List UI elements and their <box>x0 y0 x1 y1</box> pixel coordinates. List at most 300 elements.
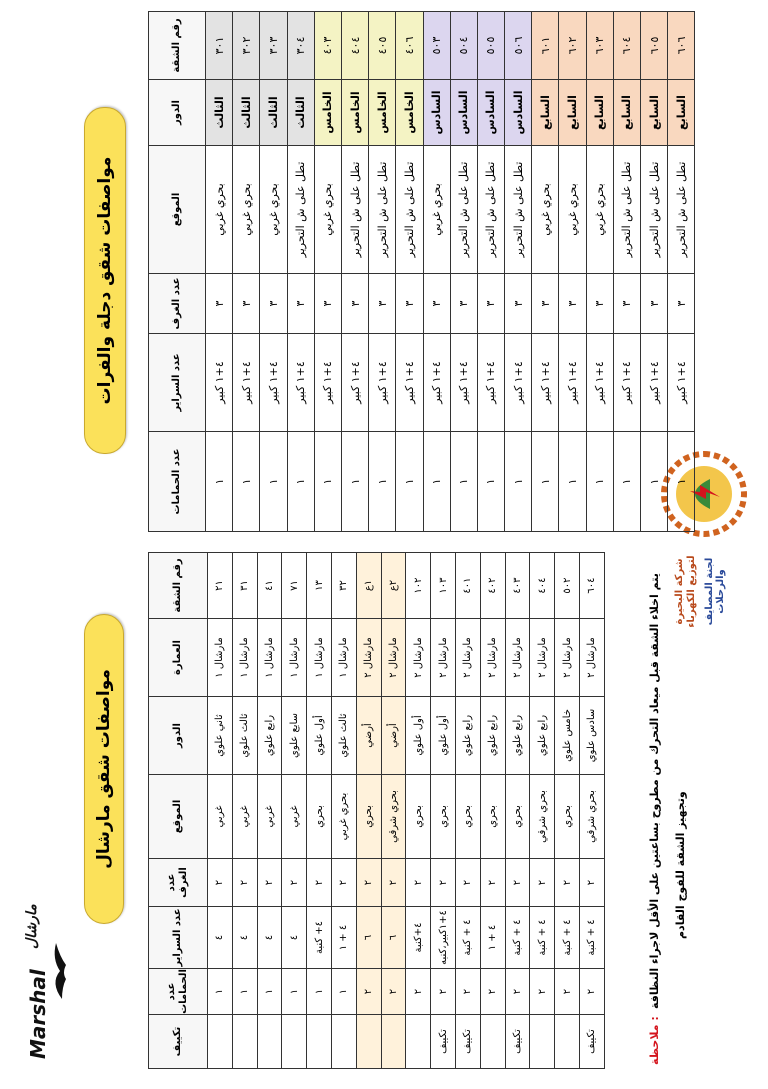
table-cell: ٤+١ كبير <box>260 334 287 432</box>
table-cell: ٣ <box>450 274 477 334</box>
table-cell: ٤٠٣ <box>505 553 530 619</box>
table-cell: ٣ <box>477 274 504 334</box>
table-cell: ١ <box>532 432 559 532</box>
table-cell: ٥٠٦ <box>505 12 532 80</box>
table-cell: تطل على ش التحرير <box>477 146 504 274</box>
table-cell: ٣ <box>668 274 695 334</box>
dijla-header-cell: رقم الشقة <box>149 12 206 80</box>
table-cell <box>232 1015 257 1069</box>
table-cell: ١ <box>559 432 586 532</box>
table-cell: ثاني علوي <box>208 697 233 775</box>
table-cell: أرضي <box>356 697 381 775</box>
table-cell: ٣٢ <box>331 553 356 619</box>
table-cell: ٧١ <box>282 553 307 619</box>
table-cell: بحري <box>480 775 505 859</box>
table-row <box>307 553 332 1069</box>
table-cell: ٤٠٢ <box>480 553 505 619</box>
dijla-header-row <box>149 12 206 532</box>
table-cell: بحري غربي <box>559 146 586 274</box>
table-cell: ٤+١ كبير <box>668 334 695 432</box>
table-cell: ٤+١ كبير <box>314 334 341 432</box>
table-cell: بحري <box>505 775 530 859</box>
table-row <box>260 12 287 532</box>
table-cell: السادس <box>505 80 532 146</box>
table-cell: بحري غربي <box>206 146 233 274</box>
table-cell: ٢ <box>381 859 406 907</box>
table-cell: الخامس <box>396 80 423 146</box>
table-cell: ٢ <box>356 969 381 1015</box>
table-cell: ١ <box>505 432 532 532</box>
table-cell: أول علوي <box>406 697 431 775</box>
table-cell: الثالث <box>233 80 260 146</box>
table-cell: ٢ <box>381 969 406 1015</box>
table-cell: بحري شرقي <box>381 775 406 859</box>
table-cell: ٤ <box>208 907 233 969</box>
table-cell: تطل على ش التحرير <box>450 146 477 274</box>
table-row <box>532 12 559 532</box>
table-row <box>641 12 668 532</box>
table-row <box>455 553 480 1069</box>
table-row <box>579 553 604 1069</box>
table-cell: ثالث علوي <box>232 697 257 775</box>
company-name: شركة البحيرة لتوزيع الكهرباء <box>674 555 697 628</box>
table-cell: مارشال ٢ <box>505 619 530 697</box>
table-cell: مارشال ٢ <box>356 619 381 697</box>
dijla-table <box>148 11 695 532</box>
table-cell: ٤+١ كبير <box>641 334 668 432</box>
table-cell: مارشال ١ <box>331 619 356 697</box>
table-cell: ٦٠٤ <box>613 12 640 80</box>
table-row <box>559 12 586 532</box>
table-cell: تطل على ش التحرير <box>641 146 668 274</box>
note-line-1: يتم اخلاء الشقة قبل ميعاد التحرك من مطروح بساعتين على الأقل لاجراء النظافة <box>648 573 661 1009</box>
table-row <box>505 12 532 532</box>
table-row <box>477 12 504 532</box>
table-cell: ١ <box>208 969 233 1015</box>
table-cell: ٣ <box>423 274 450 334</box>
table-cell: السابع <box>559 80 586 146</box>
table-cell: ٤٠٥ <box>369 12 396 80</box>
table-row <box>257 553 282 1069</box>
table-cell: تكييف <box>431 1015 456 1069</box>
table-cell: السابع <box>668 80 695 146</box>
table-cell: ١ <box>641 432 668 532</box>
table-cell: ٥٠٤ <box>450 12 477 80</box>
table-row <box>233 12 260 532</box>
table-cell <box>480 1015 505 1069</box>
table-cell: السادس <box>477 80 504 146</box>
table-cell: ٤ + ١ <box>331 907 356 969</box>
table-row <box>613 12 640 532</box>
table-cell <box>555 1015 580 1069</box>
table-cell: ١ <box>233 432 260 532</box>
marshal-logo-arabic: مارشال <box>24 904 40 949</box>
table-cell: غربي <box>232 775 257 859</box>
table-row <box>282 553 307 1069</box>
marshal-header-cell: تكييف <box>149 1015 208 1069</box>
table-cell: رابع علوي <box>530 697 555 775</box>
table-row <box>586 12 613 532</box>
table-cell: ٤ + كنبة <box>505 907 530 969</box>
table-cell: غربي <box>257 775 282 859</box>
marshal-header-cell: الدور <box>149 697 208 775</box>
table-cell: ٤٠٤ <box>341 12 368 80</box>
table-cell: ٣٠٢ <box>233 12 260 80</box>
table-cell: ٤ + كنبة <box>455 907 480 969</box>
table-row <box>396 12 423 532</box>
table-cell: سابع علوي <box>282 697 307 775</box>
table-cell: تطل على ش التحرير <box>505 146 532 274</box>
table-cell: ٢ <box>257 859 282 907</box>
table-cell: ١ع <box>356 553 381 619</box>
table-cell: ١ <box>586 432 613 532</box>
table-cell: ٦ <box>356 907 381 969</box>
marshal-header-cell: عدد الحمامات <box>149 969 208 1015</box>
table-cell: تكييف <box>505 1015 530 1069</box>
dijla-header-cell: عدد الغرف <box>149 274 206 334</box>
table-cell: ٤+١ كبير <box>586 334 613 432</box>
table-cell: ٢ <box>331 859 356 907</box>
table-cell: ٢ <box>555 969 580 1015</box>
table-cell: ٤ + كنبة <box>530 907 555 969</box>
table-cell: ٣ <box>505 274 532 334</box>
table-cell: ٣٠٣ <box>260 12 287 80</box>
table-cell: تطل على ش التحرير <box>341 146 368 274</box>
table-cell: ٣ <box>206 274 233 334</box>
table-cell: أول علوي <box>307 697 332 775</box>
table-cell: تطل على ش التحرير <box>369 146 396 274</box>
table-row <box>208 553 233 1069</box>
table-cell: ٢ <box>307 859 332 907</box>
table-cell: ثالث علوي <box>331 697 356 775</box>
table-cell <box>331 1015 356 1069</box>
table-row <box>369 12 396 532</box>
table-cell: بحري شرقي <box>579 775 604 859</box>
table-cell: بحري غربي <box>331 775 356 859</box>
table-row <box>450 12 477 532</box>
table-row <box>406 553 431 1069</box>
table-cell: ١ <box>257 969 282 1015</box>
table-cell: ٤+١ كبير <box>423 334 450 432</box>
table-row <box>232 553 257 1069</box>
table-cell: مارشال ٢ <box>381 619 406 697</box>
table-cell <box>208 1015 233 1069</box>
table-cell: الخامس <box>369 80 396 146</box>
table-cell: الخامس <box>314 80 341 146</box>
table-cell: تكييف <box>455 1015 480 1069</box>
table-cell: مارشال ١ <box>282 619 307 697</box>
table-cell: ٢ <box>232 859 257 907</box>
table-cell: ٣ <box>586 274 613 334</box>
dijla-section <box>0 0 768 544</box>
table-cell: ٤ <box>257 907 282 969</box>
table-cell: ١٣ <box>307 553 332 619</box>
table-cell: ٦٠١ <box>532 12 559 80</box>
table-cell: ٣ <box>613 274 640 334</box>
table-cell: بحري غربي <box>532 146 559 274</box>
marshal-header-cell: العمارة <box>149 619 208 697</box>
table-cell: بحري غربي <box>586 146 613 274</box>
table-cell: ٢ <box>579 969 604 1015</box>
table-cell: ٥٠٣ <box>423 12 450 80</box>
table-cell: الخامس <box>341 80 368 146</box>
table-cell: ٣ <box>532 274 559 334</box>
table-cell: ٢ <box>505 859 530 907</box>
table-cell: ١٠٢ <box>406 553 431 619</box>
table-cell: ٢١ <box>208 553 233 619</box>
table-cell: رابع علوي <box>480 697 505 775</box>
table-row <box>668 12 695 532</box>
dijla-header-cell: عدد السراير <box>149 334 206 432</box>
table-cell: تطل على ش التحرير <box>613 146 640 274</box>
table-cell: السادس <box>450 80 477 146</box>
table-cell: ٤+١ كبير <box>287 334 314 432</box>
table-row <box>480 553 505 1069</box>
table-cell: ٢ <box>406 859 431 907</box>
marshal-section <box>0 544 768 1089</box>
table-cell: ٢ <box>431 969 456 1015</box>
table-cell <box>530 1015 555 1069</box>
table-cell: ٤+١ كبير <box>559 334 586 432</box>
table-cell: ٤ <box>232 907 257 969</box>
marshal-header-row <box>149 553 208 1069</box>
table-cell: ١ <box>282 969 307 1015</box>
note-line-2: وتجهيز الشقة للفوج القادم <box>674 791 687 939</box>
table-cell: تكييف <box>579 1015 604 1069</box>
table-cell: بحري <box>307 775 332 859</box>
dijla-header-cell: الدور <box>149 80 206 146</box>
table-row <box>530 553 555 1069</box>
table-cell: ٤+١ كبير <box>341 334 368 432</box>
table-cell: ١ <box>423 432 450 532</box>
marshal-header-cell: عدد السراير <box>149 907 208 969</box>
table-cell: ٢ <box>505 969 530 1015</box>
table-cell: السابع <box>613 80 640 146</box>
table-cell: ٥٠٢ <box>555 553 580 619</box>
table-cell: ٤ + كنبة <box>579 907 604 969</box>
dijla-header-cell: الموقع <box>149 146 206 274</box>
table-cell: ١٠٣ <box>431 553 456 619</box>
table-cell <box>356 1015 381 1069</box>
table-cell: تطل على ش التحرير <box>396 146 423 274</box>
table-cell: مارشال ٢ <box>480 619 505 697</box>
table-cell: مارشال ١ <box>307 619 332 697</box>
table-row <box>555 553 580 1069</box>
table-cell: ٢ <box>530 969 555 1015</box>
table-cell: ٦٠٢ <box>559 12 586 80</box>
table-cell: ٣ <box>396 274 423 334</box>
table-row <box>206 12 233 532</box>
table-cell: ١ <box>477 432 504 532</box>
table-cell: تطل على ش التحرير <box>287 146 314 274</box>
table-cell: ٦٠٦ <box>668 12 695 80</box>
table-cell: ٤٠٤ <box>530 553 555 619</box>
table-cell: بحري غربي <box>260 146 287 274</box>
table-cell: مارشال ١ <box>257 619 282 697</box>
table-cell <box>406 1015 431 1069</box>
table-cell: ٤+١كبير،كنبه <box>431 907 456 969</box>
table-cell: ٤+١ كبير <box>613 334 640 432</box>
table-cell: بحري غربي <box>423 146 450 274</box>
table-cell: مارشال ٢ <box>455 619 480 697</box>
table-cell: أول علوي <box>431 697 456 775</box>
table-row <box>287 12 314 532</box>
table-cell: غربي <box>282 775 307 859</box>
table-cell: غربي <box>208 775 233 859</box>
table-cell: ١ <box>341 432 368 532</box>
table-cell: ٢ <box>579 859 604 907</box>
table-cell: رابع علوي <box>455 697 480 775</box>
table-cell: ٢ع <box>381 553 406 619</box>
table-cell: بحري <box>455 775 480 859</box>
table-cell: رابع علوي <box>505 697 530 775</box>
table-cell: مارشال ٢ <box>555 619 580 697</box>
table-cell: ٤٠٣ <box>314 12 341 80</box>
table-cell: السابع <box>641 80 668 146</box>
marshal-bird-icon <box>48 941 70 1001</box>
table-cell: ٣ <box>260 274 287 334</box>
marshal-logo-latin: Marshal <box>26 969 50 1059</box>
table-cell: ٢ <box>530 859 555 907</box>
table-cell: ٤ + ١ <box>480 907 505 969</box>
table-cell: بحري غربي <box>233 146 260 274</box>
table-cell: السابع <box>586 80 613 146</box>
table-cell: ٤+كنبة <box>406 907 431 969</box>
table-row <box>423 12 450 532</box>
table-cell: ٣ <box>559 274 586 334</box>
table-cell: ١ <box>668 432 695 532</box>
table-cell: ٤١ <box>257 553 282 619</box>
table-row <box>314 12 341 532</box>
table-cell: ٤ <box>282 907 307 969</box>
table-cell: بحري <box>431 775 456 859</box>
table-cell: ٤ + كنبة <box>555 907 580 969</box>
table-cell: سادس علوي <box>579 697 604 775</box>
table-cell: السادس <box>423 80 450 146</box>
table-cell: ١ <box>287 432 314 532</box>
table-cell: ٣ <box>369 274 396 334</box>
marshal-header-cell: رقم الشقة <box>149 553 208 619</box>
table-cell: مارشال ١ <box>208 619 233 697</box>
table-cell: الثالث <box>206 80 233 146</box>
table-cell: ٤+١ كبير <box>233 334 260 432</box>
table-cell: ١ <box>613 432 640 532</box>
table-cell: مارشال ١ <box>232 619 257 697</box>
table-cell: ٤+١ كبير <box>505 334 532 432</box>
table-cell: ١ <box>450 432 477 532</box>
table-cell: الثالث <box>287 80 314 146</box>
table-cell: رابع علوي <box>257 697 282 775</box>
table-cell: ٢ <box>555 859 580 907</box>
table-row <box>431 553 456 1069</box>
table-cell <box>381 1015 406 1069</box>
company-committee: لجنة المصايف والرحلات <box>704 557 726 626</box>
table-cell: ١ <box>369 432 396 532</box>
table-row <box>356 553 381 1069</box>
table-cell: ٤+١ كبير <box>532 334 559 432</box>
table-cell: ٦٠٥ <box>641 12 668 80</box>
table-cell: ١ <box>314 432 341 532</box>
table-cell: ٢ <box>455 969 480 1015</box>
table-cell: ١ <box>232 969 257 1015</box>
table-cell: ٦٠٤ <box>579 553 604 619</box>
table-cell: تطل على ش التحرير <box>668 146 695 274</box>
table-cell: ٣٠٤ <box>287 12 314 80</box>
table-cell: ٣٠١ <box>206 12 233 80</box>
table-cell: ١ <box>260 432 287 532</box>
table-row <box>381 553 406 1069</box>
table-cell: ٣ <box>314 274 341 334</box>
note-label: ملاحظة : <box>648 1016 661 1065</box>
table-cell <box>257 1015 282 1069</box>
marshal-title: مواصفات شقق مارشال <box>84 614 124 924</box>
table-cell: ١ <box>206 432 233 532</box>
table-cell: ٣ <box>287 274 314 334</box>
table-cell: ٤+١ كبير <box>450 334 477 432</box>
table-cell: ١ <box>331 969 356 1015</box>
table-cell <box>282 1015 307 1069</box>
marshal-table <box>148 552 605 1069</box>
table-cell: مارشال ٢ <box>431 619 456 697</box>
table-cell: ٤+١ كبير <box>477 334 504 432</box>
table-cell: ٣ <box>341 274 368 334</box>
table-cell: بحري غربي <box>314 146 341 274</box>
table-cell: ٤+١ كبير <box>396 334 423 432</box>
table-cell: خامس علوي <box>555 697 580 775</box>
table-cell: ٢ <box>208 859 233 907</box>
table-cell: مارشال ٢ <box>579 619 604 697</box>
table-cell: ١ <box>396 432 423 532</box>
dijla-title: مواصفات شقق دجلة والفرات <box>84 107 126 454</box>
dijla-header-cell: عدد الحمامات <box>149 432 206 532</box>
table-cell: مارشال ٢ <box>406 619 431 697</box>
table-row <box>341 12 368 532</box>
table-cell: ٥٠٥ <box>477 12 504 80</box>
table-cell: ٤+١ كبير <box>206 334 233 432</box>
table-cell <box>307 1015 332 1069</box>
table-cell: ٢ <box>455 859 480 907</box>
table-cell: ٤+ كنبة <box>307 907 332 969</box>
table-cell: أرضي <box>381 697 406 775</box>
table-cell: بحري <box>406 775 431 859</box>
marshal-header-cell: عدد الغرف <box>149 859 208 907</box>
table-cell: ٣١ <box>232 553 257 619</box>
table-cell: ٢ <box>431 859 456 907</box>
table-row <box>505 553 530 1069</box>
table-cell: ٤٠١ <box>455 553 480 619</box>
table-cell: الثالث <box>260 80 287 146</box>
table-cell: ٦٠٣ <box>586 12 613 80</box>
marshal-header-cell: الموقع <box>149 775 208 859</box>
table-cell: السابع <box>532 80 559 146</box>
table-cell: ٣ <box>233 274 260 334</box>
table-cell: مارشال ٢ <box>530 619 555 697</box>
table-cell: ٢ <box>480 859 505 907</box>
table-cell: ٣ <box>641 274 668 334</box>
marshal-table-body <box>208 553 605 1069</box>
dijla-table-body <box>206 12 695 532</box>
table-cell: بحري <box>356 775 381 859</box>
table-cell: ٤٠٦ <box>396 12 423 80</box>
table-cell: ٦ <box>381 907 406 969</box>
table-cell: ٢ <box>406 969 431 1015</box>
table-cell: ٢ <box>282 859 307 907</box>
table-row <box>331 553 356 1069</box>
table-cell: ٢ <box>480 969 505 1015</box>
table-cell: بحري <box>555 775 580 859</box>
table-cell: ٤+١ كبير <box>369 334 396 432</box>
table-cell: بحري شرقي <box>530 775 555 859</box>
